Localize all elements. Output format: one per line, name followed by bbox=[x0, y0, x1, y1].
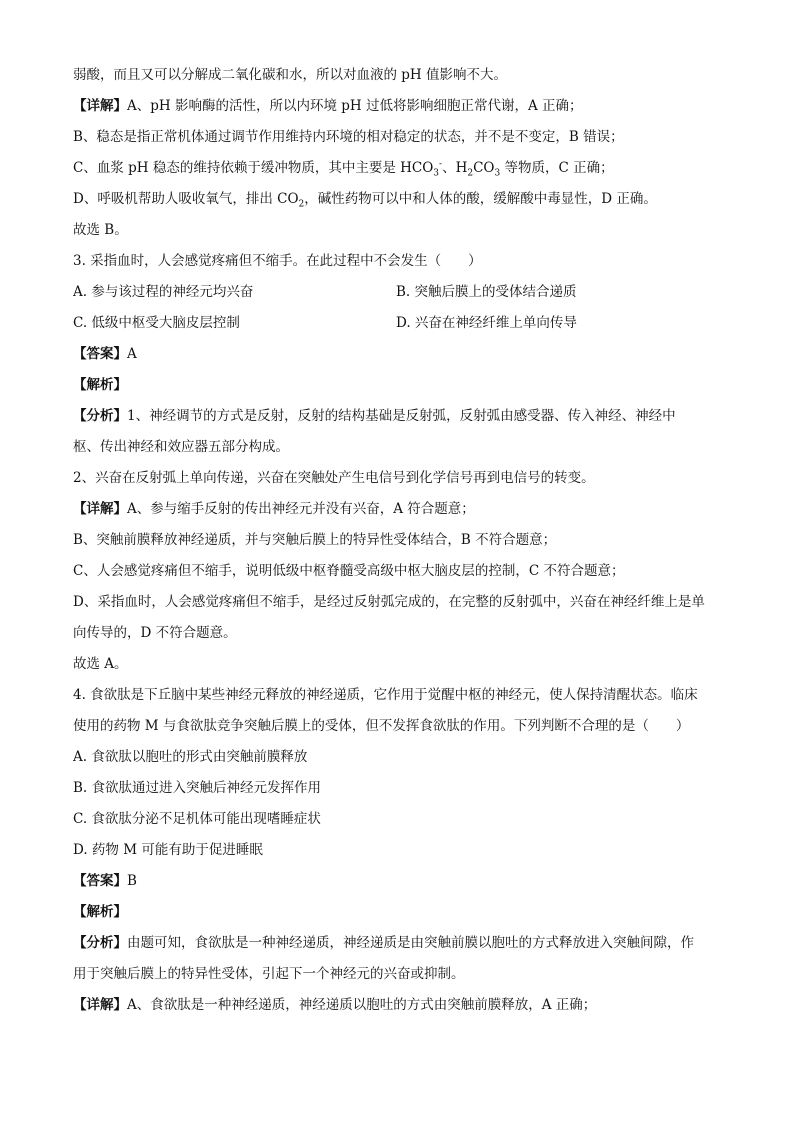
q3-analysis-label bbox=[73, 370, 723, 401]
analysis-label: 【解析】 bbox=[73, 904, 127, 920]
answer-label: 【答案】 bbox=[73, 346, 127, 362]
subscript: 3 bbox=[433, 168, 440, 179]
detail-label: 【详解】 bbox=[73, 501, 127, 517]
q3-option-d: D. 兴奋在神经纤维上单向传导 bbox=[396, 315, 577, 331]
q3-detail-line: D、采指血时，人会感觉疼痛但不缩手，是经过反射弧完成的，在完整的反射弧中，兴奋在神经纤维上是单 bbox=[73, 594, 705, 610]
detail-text: D、呼吸机帮助人吸收氧气，排出 CO bbox=[73, 191, 299, 207]
subscript: 3 bbox=[494, 168, 501, 179]
q3-fenxi-line bbox=[73, 401, 723, 432]
q4-stem: 使用的药物 M 与食欲肽竞争突触后膜上的受体，但不发挥食欲肽的作用。下列判断不合理的是（ ） bbox=[73, 718, 690, 734]
q4-stem: 4. 食欲肽是下丘脑中某些神经元释放的神经递质，它作用于觉醒中枢的神经元，使人保持清醒状态。临床 bbox=[73, 687, 698, 703]
q4-fenxi-line: 用于突触后膜上的特异性受体，引起下一个神经元的兴奋或抑制。 bbox=[73, 966, 465, 982]
q2-detail-line bbox=[73, 91, 723, 122]
q3-option-b: B. 突触后膜上的受体结合递质 bbox=[396, 284, 577, 300]
detail-text: CO bbox=[473, 160, 495, 176]
q4-option-d: D. 药物 M 可能有助于促进睡眠 bbox=[73, 842, 263, 858]
q3-stem: 3. 采指血时，人会感觉疼痛但不缩手。在此过程中不会发生（ ） bbox=[73, 253, 482, 269]
fenxi-text: 1、神经调节的方式是反射，反射的结构基础是反射弧，反射弧由感受器、传入神经、神经中 bbox=[127, 408, 676, 424]
detail-text: 、H bbox=[442, 160, 468, 176]
answer-label: 【答案】 bbox=[73, 873, 127, 889]
detail-text: 等物质，C 正确； bbox=[500, 160, 614, 176]
q3-options-row bbox=[73, 277, 723, 308]
detail-text: A、参与缩手反射的传出神经元并没有兴奋，A 符合题意； bbox=[127, 501, 475, 517]
detail-text: A、食欲肽是一种神经递质，神经递质以胞吐的方式由突触前膜释放，A 正确； bbox=[127, 997, 597, 1013]
answer-value: B bbox=[127, 873, 137, 889]
detail-label: 【详解】 bbox=[73, 98, 127, 114]
detail-text: A、pH 影响酶的活性，所以内环境 pH 过低将影响细胞正常代谢，A 正确； bbox=[127, 98, 583, 114]
q3-detail-line bbox=[73, 494, 723, 525]
q4-answer-line bbox=[73, 866, 723, 897]
q3-choice-line: 故选 A。 bbox=[73, 656, 128, 672]
q3-option-c: C. 低级中枢受大脑皮层控制 bbox=[73, 315, 240, 331]
q3-options-row bbox=[73, 308, 723, 339]
superscript: - bbox=[439, 159, 443, 170]
q3-detail-line: C、人会感觉疼痛但不缩手，说明低级中枢脊髓受高级中枢大脑皮层的控制，C 不符合题意； bbox=[73, 563, 625, 579]
q2-detail-line bbox=[73, 153, 723, 184]
q3-detail-line: 向传导的，D 不符合题意。 bbox=[73, 625, 237, 641]
q2-detail-line: B、稳态是指正常机体通过调节作用维持内环境的相对稳定的状态，并不是不变定，B 错误； bbox=[73, 129, 624, 145]
q3-fenxi-line: 枢、传出神经和效应器五部分构成。 bbox=[73, 439, 289, 455]
fenxi-label: 【分析】 bbox=[73, 935, 127, 951]
q4-option-a: A. 食欲肽以胞吐的形式由突触前膜释放 bbox=[73, 749, 308, 765]
q3-fenxi-line: 2、兴奋在反射弧上单向传递，兴奋在突触处产生电信号到化学信号再到电信号的转变。 bbox=[73, 470, 595, 486]
q3-answer-line bbox=[73, 339, 723, 370]
q4-detail-line bbox=[73, 990, 723, 1021]
text-body bbox=[73, 60, 723, 1021]
detail-text: C、血浆 pH 稳态的维持依赖于缓冲物质，其中主要是 HCO bbox=[73, 160, 434, 176]
q2-detail-line bbox=[73, 184, 723, 215]
subscript: 2 bbox=[298, 199, 305, 210]
q3-detail-line: B、突触前膜释放神经递质，并与突触后膜上的特异性受体结合，B 不符合题意； bbox=[73, 532, 557, 548]
q2-choice-line: 故选 B。 bbox=[73, 222, 128, 238]
detail-text: ，碱性药物可以中和人体的酸，缓解酸中毒显性，D 正确。 bbox=[304, 191, 657, 207]
subscript: 2 bbox=[467, 168, 474, 179]
q4-fenxi-line bbox=[73, 928, 723, 959]
detail-label: 【详解】 bbox=[73, 997, 127, 1013]
q4-option-c: C. 食欲肽分泌不足机体可能出现嗜睡症状 bbox=[73, 811, 321, 827]
q4-analysis-label bbox=[73, 897, 723, 928]
analysis-label: 【解析】 bbox=[73, 377, 127, 393]
q4-option-b: B. 食欲肽通过进入突触后神经元发挥作用 bbox=[73, 780, 322, 796]
fenxi-text: 由题可知，食欲肽是一种神经递质，神经递质是由突触前膜以胞吐的方式释放进入突触间隙，作 bbox=[127, 935, 694, 951]
q3-option-a: A. 参与该过程的神经元均兴奋 bbox=[73, 284, 254, 300]
q2-text-line: 弱酸，而且又可以分解成二氧化碳和水，所以对血液的 pH 值影响不大。 bbox=[73, 67, 507, 83]
fenxi-label: 【分析】 bbox=[73, 408, 127, 424]
answer-value: A bbox=[127, 346, 137, 362]
